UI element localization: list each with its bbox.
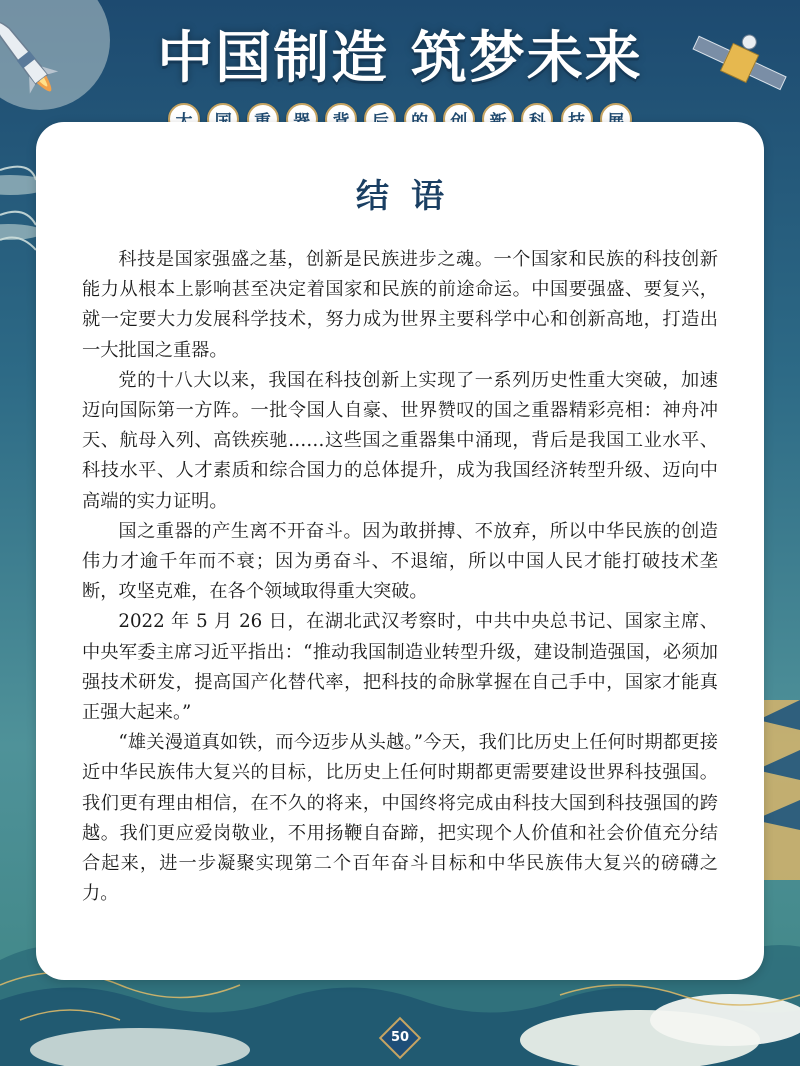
body-paragraph: 国之重器的产生离不开奋斗。因为敢拼搏、不放弃，所以中华民族的创造伟力才逾千年而不衰；因为勇奋斗、不退缩，所以中国人民才能打破技术垄断，攻坚克难，在各个领域取得重大突破。 (82, 520, 718, 603)
content-card (36, 122, 764, 980)
page-number: 50 (390, 1030, 410, 1045)
main-title: 中国制造 筑梦未来 (157, 26, 643, 91)
body-paragraph: “雄关漫道真如铁，而今迈步从头越。”今天，我们比历史上任何时期都更接近中华民族伟大复兴的目标，比历史上任何时期都更需要建设世界科技强国。我们更有理由相信，在不久的将来，中国终将完成由科技大国到科技强国的跨越。我们更应爱岗敬业，不用扬鞭自奋蹄，把实现个人价值和社会价值充分结合起来，进一步凝聚实现第二个百年奋斗目标和中华民族伟大复兴的磅礴之力。 (82, 732, 718, 905)
body-paragraph: 2022 年 5 月 26 日，在湖北武汉考察时，中共中央总书记、国家主席、中央军委主席习近平指出：“推动我国制造业转型升级，建设制造强国，必须加强技术研发，提高国产化替代率，把科技的命脉掌握在自己手中，国家才能真正强大起来。” (82, 611, 718, 724)
body-paragraph: 科技是国家强盛之基，创新是民族进步之魂。一个国家和民族的科技创新能力从根本上影响甚至决定着国家和民族的前途命运。中国要强盛、要复兴，就一定要大力发展科学技术，努力成为世界主要科学中心和创新高地，打造出一大批国之重器。 (82, 249, 718, 361)
section-title: 结语 (356, 176, 466, 215)
body-paragraph: 党的十八大以来，我国在科技创新上实现了一系列历史性重大突破，加速迈向国际第一方阵。一批令国人自豪、世界赞叹的国之重器精彩亮相：神舟冲天、航母入列、高铁疾驰……这些国之重器集中涌现，背后是我国工业水平、科技水平、人才素质和综合国力的总体提升，成为我国经济转型升级、迈向中高端的实力证明。 (82, 369, 718, 512)
